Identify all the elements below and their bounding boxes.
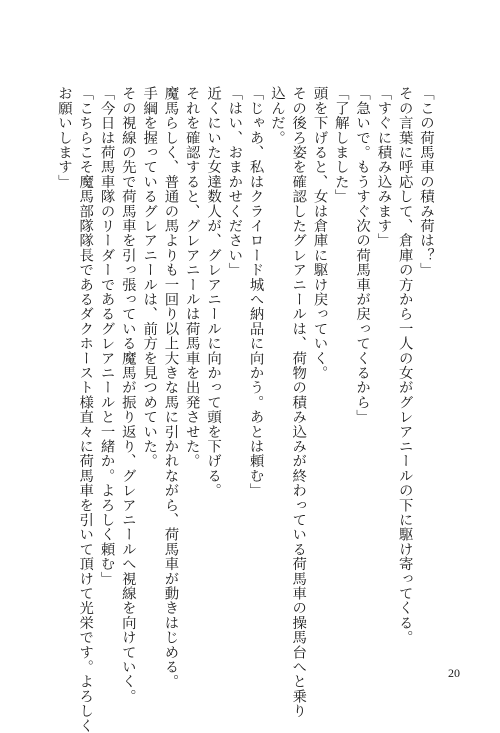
text-line: 「この荷馬車の積み荷は？」 [418,86,434,278]
text-line: 「すぐに積み込みます」 [375,86,392,248]
text-line: 頭を下げると、女は倉庫に駆け戻っていく。 [311,86,328,380]
text-line: その視線の先で荷馬車を引っ張っている魔馬が振り返り、グレアニールへ視線を向けていく。 [119,86,136,704]
text-line: 手綱を握っているグレアニールは、前方を見つめていた。 [141,86,158,469]
text-line: 「こちらこそ魔馬部隊隊長であるダクホースト様直々に荷馬車を引いて頂けて光栄です。よろしく [77,86,94,733]
text-line: それを確認すると、グレアニールは荷馬車を出発させた。 [183,86,200,469]
vertical-text-body [55,86,436,733]
text-line: 近くにいた女達数人が、グレアニールに向かって頭を下げる。 [205,86,222,498]
text-line: 魔馬らしく、普通の馬よりも一回り以上大きな馬に引かれながら、荷馬車が動きはじめる。 [162,86,179,689]
text-line: お願いします」 [55,86,72,189]
text-line: その後ろ姿を確認したグレアニールは、荷物の積み込みが終わっている荷馬車の操馬台へと乗り [290,86,307,719]
text-line: 「急いで。もうすぐ次の荷馬車が戻ってくるから」 [354,86,371,425]
text-line: 「じゃあ、私はクライロード城へ納品に向かう。あとは頼む」 [247,86,264,498]
text-line: 「了解しました」 [332,86,349,204]
text-line: 「今日は荷馬車隊のリーダーであるグレアニールと一緒か。よろしく頼む」 [98,86,115,586]
text-line: 込んだ。 [268,86,285,145]
page-number: 20 [448,666,460,680]
text-line: 「はい、おまかせください」 [226,86,243,278]
text-line: その言葉に呼応して、倉庫の方から一人の女がグレアニールの下に駆け寄ってくる。 [396,86,413,645]
